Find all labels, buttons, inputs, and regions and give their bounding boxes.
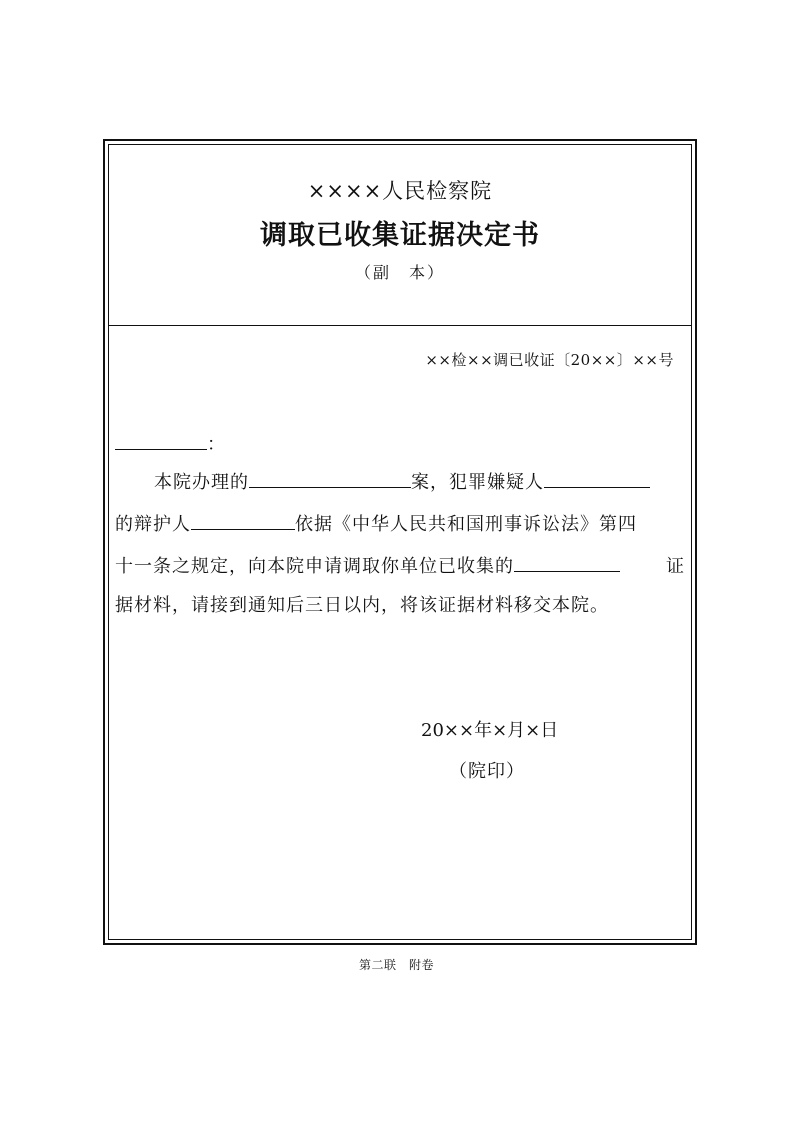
document-inner-border — [108, 144, 692, 940]
header-divider — [109, 325, 691, 326]
document-title: 调取已收集证据决定书 — [260, 220, 540, 251]
body-text-1a: 本院办理的 — [154, 472, 249, 493]
body-text-3a: 十一条之规定，向本院申请调取你单位已收集的 — [115, 556, 514, 577]
document-number: ××检××调已收证〔20××〕××号 — [425, 351, 674, 369]
body-line-4: 据材料，请接到通知后三日以内，将该证据材料移交本院。 — [115, 595, 609, 616]
document-frame — [103, 139, 697, 945]
body-line-3 — [115, 551, 685, 580]
addressee-colon: ： — [207, 434, 226, 455]
copy-type-label: （副 本） — [354, 263, 445, 282]
court-seal-label: （院印） — [449, 761, 525, 782]
addressee-line — [115, 429, 685, 458]
body-text-3b: 证 — [666, 556, 685, 577]
body-line-1 — [115, 467, 685, 496]
copy-footer: 第二联 附卷 — [358, 958, 434, 972]
addressee-blank[interactable] — [115, 429, 207, 450]
procuratorate-name: ××××人民检察院 — [307, 179, 493, 203]
signature-date: 20××年×月×日 — [421, 720, 559, 741]
suspect-name-blank[interactable] — [544, 467, 650, 488]
body-text-2b: 依据《中华人民共和国刑事诉讼法》第四 — [295, 514, 637, 535]
case-name-blank[interactable] — [249, 467, 411, 488]
body-text-2a: 的辩护人 — [115, 514, 191, 535]
body-line-2 — [115, 509, 685, 538]
body-text-1b: 案，犯罪嫌疑人 — [411, 472, 544, 493]
defender-name-blank[interactable] — [191, 509, 295, 530]
evidence-name-blank[interactable] — [514, 551, 620, 572]
